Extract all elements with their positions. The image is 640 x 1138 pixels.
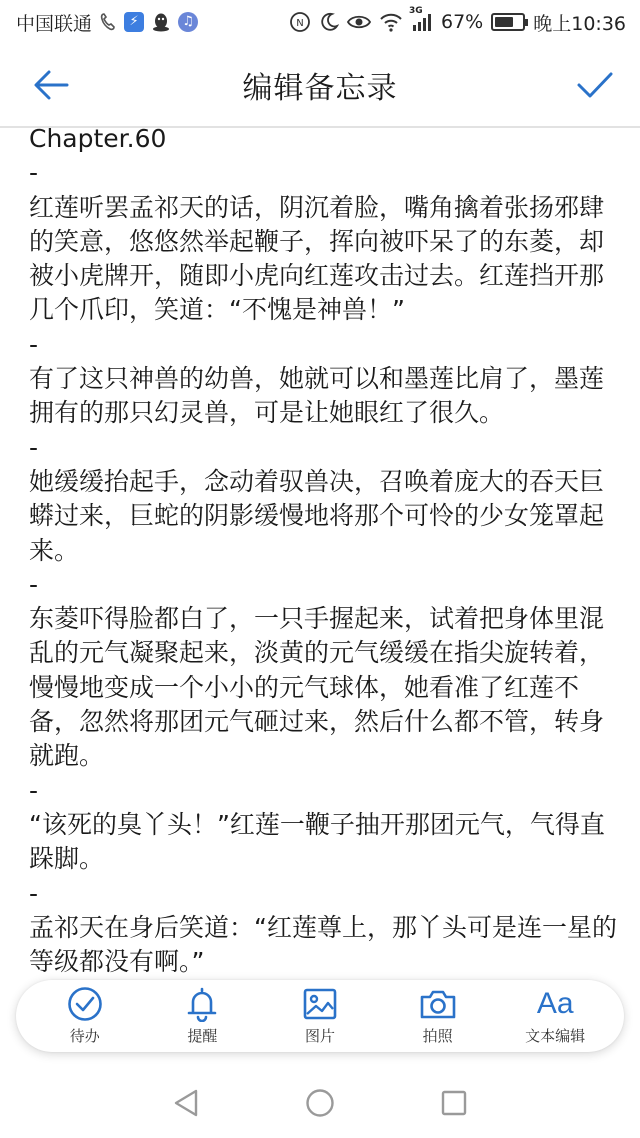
signal-icon bbox=[409, 6, 433, 32]
network-type-label: 3G bbox=[409, 6, 423, 16]
music-app-icon: ♫ bbox=[178, 12, 198, 32]
confirm-button[interactable] bbox=[574, 64, 616, 106]
carrier-label: 中国联通 bbox=[16, 12, 93, 35]
memo-paragraph: - bbox=[29, 775, 39, 805]
battery-percent: 67% bbox=[441, 11, 484, 33]
nav-recents-icon bbox=[440, 1089, 468, 1117]
text-format-icon bbox=[537, 986, 574, 1022]
system-nav-bar bbox=[0, 1068, 640, 1138]
image-button[interactable] bbox=[265, 986, 375, 1046]
battery-level bbox=[495, 17, 512, 27]
clock: 晚上10:36 bbox=[533, 12, 626, 35]
image-icon bbox=[302, 986, 338, 1022]
back-button[interactable] bbox=[30, 64, 72, 106]
memo-paragraph: 孟祁天在身后笑道：“红莲尊上，那丫头可是连一星的等级都没有啊。” bbox=[29, 912, 617, 977]
memo-paragraph: - bbox=[29, 878, 39, 908]
nav-back-icon bbox=[172, 1088, 200, 1118]
app-header bbox=[0, 44, 640, 126]
nav-home-button[interactable] bbox=[304, 1087, 336, 1119]
status-bar bbox=[0, 0, 640, 44]
back-arrow-icon bbox=[33, 69, 69, 101]
battery-icon bbox=[491, 13, 525, 31]
hd-call-icon bbox=[100, 12, 116, 32]
bell-icon bbox=[186, 986, 218, 1022]
moon-icon bbox=[319, 12, 339, 32]
todo-label: 待办 bbox=[69, 1027, 100, 1045]
page-title: 编辑备忘录 bbox=[242, 71, 398, 106]
checkmark-icon bbox=[576, 70, 614, 100]
image-label: 图片 bbox=[304, 1027, 335, 1045]
memo-paragraph: - bbox=[29, 329, 39, 359]
bolt-app-icon: ⚡ bbox=[124, 12, 144, 32]
memo-paragraph: - bbox=[29, 158, 39, 188]
qq-icon bbox=[152, 12, 170, 32]
reminder-label: 提醒 bbox=[187, 1027, 218, 1045]
nfc-icon bbox=[289, 11, 311, 33]
text-format-label: 文本编辑 bbox=[525, 1027, 586, 1045]
nav-back-button[interactable] bbox=[170, 1087, 202, 1119]
editor-toolbar bbox=[16, 980, 624, 1052]
text-format-glyph: Aa bbox=[536, 987, 574, 1020]
camera-button[interactable] bbox=[383, 986, 493, 1046]
eye-icon bbox=[347, 13, 371, 31]
nav-recents-button[interactable] bbox=[438, 1087, 470, 1119]
memo-paragraph: 红莲听罢孟祁天的话，阴沉着脸，嘴角擒着张扬邪肆的笑意，悠悠然举起鞭子，挥向被吓呆了的东菱，却被小虎牌开，随即小虎向红莲攻击过去。红莲挡开那几个爪印，笑道：“不愧是神兽！” bbox=[29, 192, 605, 325]
todo-check-icon bbox=[67, 986, 103, 1022]
wifi-icon bbox=[379, 12, 403, 32]
todo-button[interactable] bbox=[30, 986, 140, 1046]
nav-home-icon bbox=[305, 1088, 335, 1118]
svg-text:N: N bbox=[296, 18, 304, 29]
memo-paragraph: 她缓缓抬起手，念动着驭兽决，召唤着庞大的吞天巨蟒过来，巨蛇的阴影缓慢地将那个可怜的少女笼罩起来。 bbox=[29, 466, 605, 565]
memo-paragraph: - bbox=[29, 569, 39, 599]
camera-icon bbox=[419, 986, 457, 1022]
memo-paragraph: 东菱吓得脸都白了，一只手握起来，试着把身体里混乱的元气凝聚起来，淡黄的元气缓缓在指尖旋转着，慢慢地变成一个小小的元气球体，她看准了红莲不备，忽然将那团元气砸过来，然后什么都不管，转身就跑。 bbox=[29, 604, 605, 771]
reminder-button[interactable] bbox=[147, 986, 257, 1046]
status-bar-left bbox=[16, 9, 198, 36]
memo-paragraph: - bbox=[29, 432, 39, 462]
memo-text-area[interactable] bbox=[29, 122, 617, 978]
camera-label: 拍照 bbox=[422, 1027, 453, 1045]
memo-paragraph: “该死的臭丫头！”红莲一鞭子抽开那团元气，气得直跺脚。 bbox=[29, 809, 605, 874]
status-bar-right bbox=[289, 6, 626, 36]
text-format-button[interactable] bbox=[500, 986, 610, 1046]
chapter-heading: Chapter.60 bbox=[29, 124, 167, 153]
memo-paragraph: 有了这只神兽的幼兽，她就可以和墨莲比肩了，墨莲拥有的那只幻灵兽，可是让她眼红了很久。 bbox=[29, 364, 605, 428]
